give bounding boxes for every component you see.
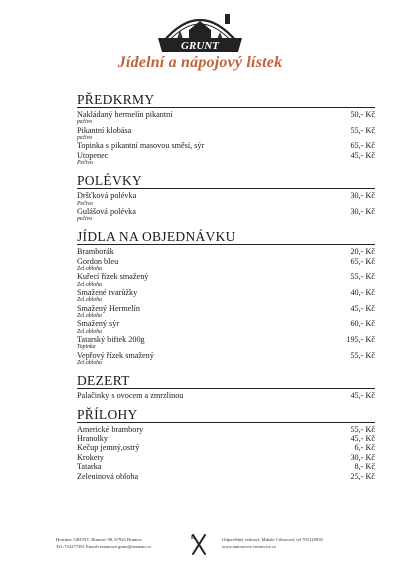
item-price: 45,- Kč	[350, 433, 375, 443]
item-side: Zel.obloha	[77, 328, 102, 335]
item-side: Zel.obloha	[77, 281, 102, 288]
section-heading: PŘÍLOHY	[77, 407, 375, 423]
item-side: Pečivo	[77, 200, 93, 207]
menu-item	[77, 304, 375, 313]
item-price: 55,- Kč	[350, 272, 375, 282]
item-name: Topinka s pikantní masovou směsí, sýr	[77, 141, 205, 151]
menu-list	[77, 92, 375, 481]
menu-section	[77, 229, 375, 366]
menu-item	[77, 335, 375, 344]
item-name: Gulášová polévka	[77, 206, 136, 216]
item-price: 20,- Kč	[350, 247, 375, 257]
item-price: 50,- Kč	[350, 110, 375, 119]
section-heading: PŘEDKRMY	[77, 92, 375, 108]
item-name: Kečup jemný,ostrý	[77, 443, 140, 453]
item-name: Gordon bleu	[77, 256, 119, 266]
menu-item	[77, 319, 375, 328]
item-price: 8,- Kč	[354, 462, 375, 472]
item-side: Topinka	[77, 344, 96, 351]
menu-item	[77, 462, 375, 471]
menu-section	[77, 407, 375, 481]
item-side: pečivo	[77, 119, 93, 126]
item-side: pečivo	[77, 216, 93, 223]
item-price: 25,- Kč	[350, 471, 375, 481]
item-price: 45,- Kč	[350, 391, 375, 401]
item-price: 6,- Kč	[354, 443, 375, 453]
item-name: Smažený Hermelín	[77, 303, 140, 313]
item-price: 30,- Kč	[350, 206, 375, 216]
footer-manager: Odpovědný vedoucí: Mihale Ctiborová, tel 705120930	[222, 537, 323, 542]
menu-item	[77, 257, 375, 266]
footer-contact: Tel.:723277391 Email:restaurace.grunt@seznam.cz	[56, 544, 151, 549]
item-side: Pečivo	[77, 160, 93, 167]
menu-item	[77, 443, 375, 452]
item-side: Zel.obloha	[77, 359, 102, 366]
footer-right	[222, 536, 323, 550]
item-side: Zel.obloha	[77, 266, 102, 273]
item-name: Palačinky s ovocem a zmrzlinou	[77, 391, 184, 401]
menu-section	[77, 373, 375, 400]
menu-section	[77, 92, 375, 166]
item-price: 40,- Kč	[350, 288, 375, 298]
item-price: 65,- Kč	[350, 141, 375, 151]
menu-item	[77, 434, 375, 443]
item-name: Zeleninová obloha	[77, 471, 139, 481]
menu-item	[77, 207, 375, 216]
section-heading: JÍDLA NA OBJEDNÁVKU	[77, 229, 375, 245]
item-price: 195,- Kč	[346, 334, 375, 344]
item-price: 30,- Kč	[350, 191, 375, 201]
item-price: 45,- Kč	[350, 150, 375, 160]
menu-item	[77, 425, 375, 434]
grunt-logo	[0, 4, 400, 56]
item-side: Zel.obloha	[77, 297, 102, 304]
section-heading: POLÉVKY	[77, 173, 375, 189]
item-name: Utopenec	[77, 150, 109, 160]
menu-title: Jídelní a nápojový lístek	[117, 54, 283, 71]
item-price: 65,- Kč	[350, 256, 375, 266]
item-price: 45,- Kč	[350, 303, 375, 313]
menu-item	[77, 272, 375, 281]
menu-item	[77, 453, 375, 462]
menu-item	[77, 141, 375, 150]
item-name: Smažený sýr	[77, 319, 120, 329]
menu-item	[77, 110, 375, 119]
item-name: Krokety	[77, 452, 104, 462]
menu-item	[77, 191, 375, 200]
item-name: Bramborák	[77, 247, 114, 257]
menu-item	[77, 351, 375, 360]
menu-item	[77, 151, 375, 160]
menu-item	[77, 126, 375, 135]
item-name: Kuřecí řízek smažený	[77, 272, 149, 282]
item-name: Tatarský biftek 200g	[77, 334, 145, 344]
item-name: Nakládaný hermelín pikantní	[77, 110, 173, 119]
section-heading: DEZERT	[77, 373, 375, 389]
item-price: 30,- Kč	[350, 452, 375, 462]
item-side: pečivo	[77, 135, 93, 142]
menu-item	[77, 288, 375, 297]
item-name: Hranolky	[77, 433, 108, 443]
item-price: 55,- Kč	[350, 350, 375, 360]
item-name: Pikantní klobása	[77, 125, 132, 135]
fork-knife-icon	[189, 534, 209, 556]
item-name: Vepřový řízek smažený	[77, 350, 154, 360]
item-price: 55,- Kč	[350, 125, 375, 135]
menu-item	[77, 247, 375, 256]
footer-website: www.autoservis-cernovice.cz	[222, 544, 277, 549]
item-price: 55,- Kč	[350, 424, 375, 434]
item-price: 60,- Kč	[350, 319, 375, 329]
item-name: Smažené tvarůžky	[77, 288, 138, 298]
item-name: Americké brambory	[77, 424, 144, 434]
menu-item	[77, 391, 375, 400]
menu-section	[77, 173, 375, 222]
item-name: Tatarka	[77, 462, 102, 472]
footer-address: Hostinec GRUNT, Brumov 98, 67923 Brumov	[56, 537, 143, 542]
item-name: Dršťková polévka	[77, 191, 137, 201]
footer-left	[56, 536, 151, 550]
menu-item	[77, 472, 375, 481]
brand-name: GRUNT	[181, 40, 219, 52]
item-side: Zel.obloha	[77, 313, 102, 320]
